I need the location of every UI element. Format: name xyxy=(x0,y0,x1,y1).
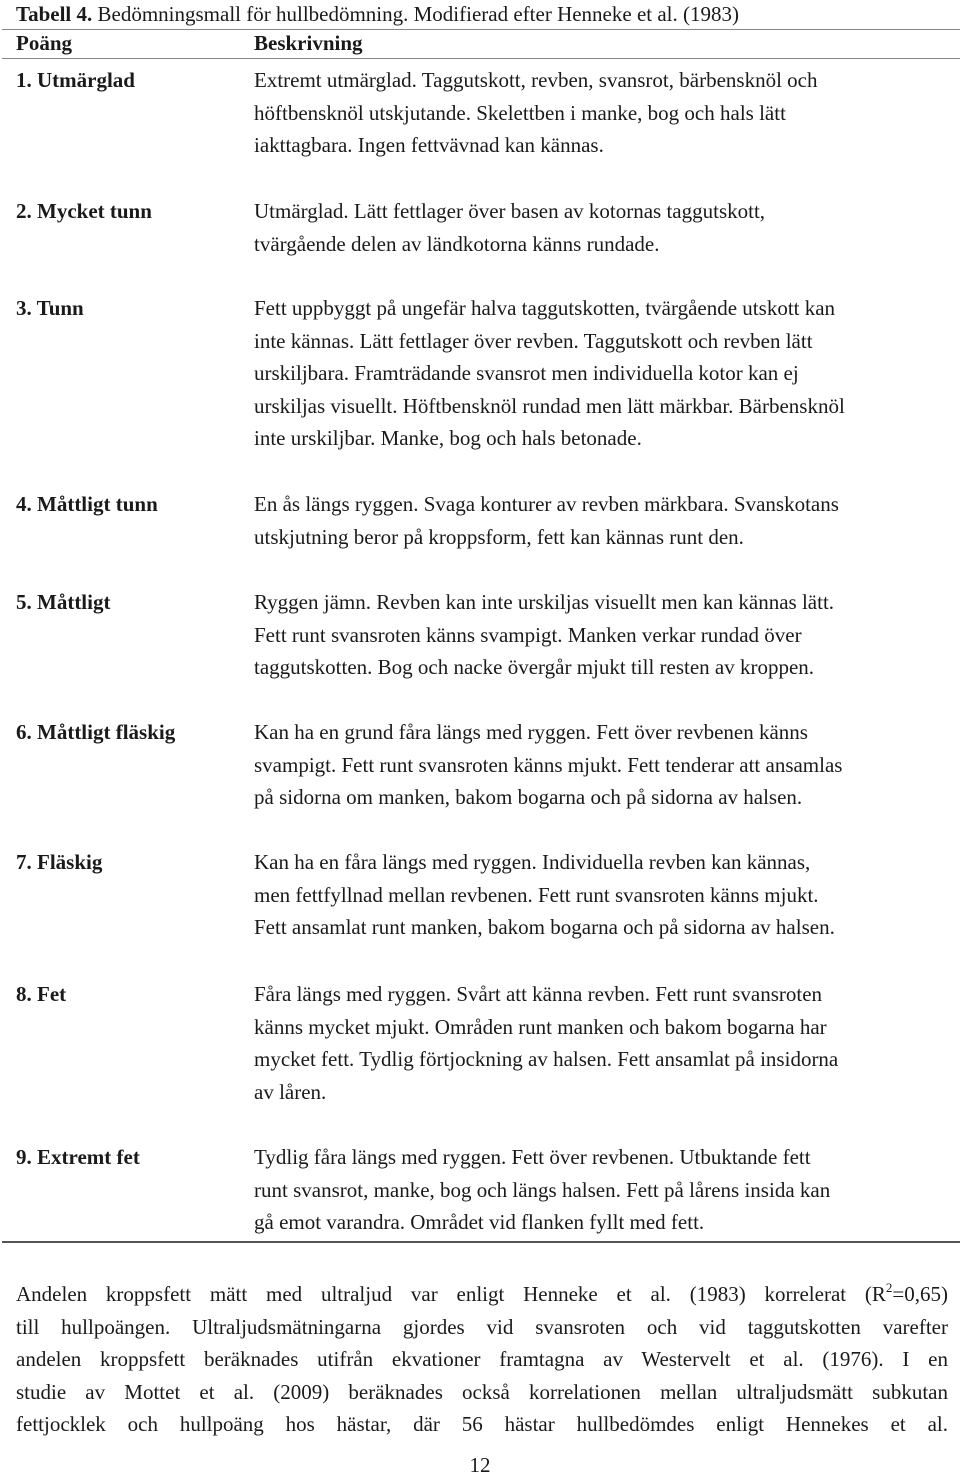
description-line: iakttagbara. Ingen fettvävnad kan kännas. xyxy=(254,133,604,157)
description-line: Fett ansamlat runt manken, bakom bogarna och på sidorna av halsen. xyxy=(254,915,835,939)
description-line: taggutskotten. Bog och nacke övergår mjukt till resten av kroppen. xyxy=(254,655,815,679)
description-line: Kan ha en fåra längs med ryggen. Individuella revben kan kännas, xyxy=(254,850,811,874)
description-line: Extremt utmärglad. Taggutskott, revben, svansrot, bärbensknöl och xyxy=(254,68,818,92)
row-score: 9. Extremt fet xyxy=(16,1145,140,1169)
description-line: inte kännas. Lätt fettlager över revben. Taggutskott och revben lätt xyxy=(254,328,813,353)
description-line: En ås längs ryggen. Svaga konturer av revben märkbara. Svanskotans xyxy=(254,492,839,516)
column-header-description: Beskrivning xyxy=(254,31,363,55)
column-header-score: Poäng xyxy=(16,31,73,55)
row-score: 4. Måttligt tunn xyxy=(16,492,158,516)
row-description xyxy=(254,978,954,1108)
table-bottom-rule xyxy=(2,1241,960,1243)
row-score: 1. Utmärglad xyxy=(16,68,135,92)
description-line: mycket fett. Tydlig förtjockning av halsen. Fett ansamlat på insidorna xyxy=(254,1047,839,1071)
row-description xyxy=(254,195,954,260)
table-caption-label: Tabell 4. xyxy=(16,2,93,26)
description-line: höftbensknöl utskjutande. Skelettben i manke, bog och hals lätt xyxy=(254,100,786,125)
description-line: tvärgående delen av ländkotorna känns rundade. xyxy=(254,231,660,256)
paragraph-line: fettjocklek och hullpoäng hos hästar, där 56 hästar hullbedömdes enligt Hennekes et al. xyxy=(16,1412,948,1436)
description-line: urskiljbara. Framträdande svansrot men individuella kotor kan ej xyxy=(254,361,799,385)
description-line: på sidorna om manken, bakom bogarna och på sidorna av halsen. xyxy=(254,785,803,809)
row-description xyxy=(254,64,954,162)
row-description xyxy=(254,488,954,553)
paragraph-line: andelen kroppsfett beräknades utifrån ekvationer framtagna av Westervelt et al. (1976). I en xyxy=(16,1347,948,1371)
description-line: runt svansrot, manke, bog och längs halsen. Fett på lårens insida kan xyxy=(254,1177,831,1202)
row-score: 2. Mycket tunn xyxy=(16,199,152,223)
table-header-rule xyxy=(2,58,960,59)
description-line: av låren. xyxy=(254,1079,327,1104)
description-line: Fåra längs med ryggen. Svårt att känna revben. Fett runt svansroten xyxy=(254,982,823,1006)
description-line: svampigt. Fett runt svansroten känns mjukt. Fett tenderar att ansamlas xyxy=(254,752,843,777)
row-score: 6. Måttligt fläskig xyxy=(16,720,176,744)
row-description xyxy=(254,716,954,814)
description-line: men fettfyllnad mellan revbenen. Fett runt svansroten känns mjukt. xyxy=(254,882,819,907)
row-description xyxy=(254,1141,954,1239)
description-line: Fett runt svansroten känns svampigt. Manken verkar rundad över xyxy=(254,622,802,647)
description-line: urskiljas visuellt. Höftbensknöl rundad men lätt märkbar. Bärbensknöl xyxy=(254,393,845,418)
page-number: 12 xyxy=(469,1453,491,1477)
paragraph-line: studie av Mottet et al. (2009) beräknades också korrelationen mellan ultraljudsmätt subkutan xyxy=(16,1379,948,1404)
row-score: 3. Tunn xyxy=(16,296,84,320)
table-top-rule xyxy=(2,29,960,30)
row-score: 8. Fet xyxy=(16,982,67,1006)
description-line: Kan ha en grund fåra längs med ryggen. Fett över revbenen känns xyxy=(254,720,808,744)
description-line: utskjutning beror på kroppsform, fett kan kännas runt den. xyxy=(254,524,744,549)
row-description xyxy=(254,586,954,684)
description-line: Tydlig fåra längs med ryggen. Fett över revbenen. Utbuktande fett xyxy=(254,1145,811,1169)
table-caption xyxy=(16,0,946,28)
row-score: 7. Fläskig xyxy=(16,850,103,874)
table-caption-text: Bedömningsmall för hullbedömning. Modifierad efter Henneke et al. (1983) xyxy=(92,2,739,26)
description-line: inte urskiljbar. Manke, bog och hals betonade. xyxy=(254,426,642,450)
superscript: 2 xyxy=(885,1280,893,1295)
row-description xyxy=(254,846,954,944)
body-paragraph xyxy=(16,1272,948,1441)
row-description xyxy=(254,292,954,455)
description-line: Utmärglad. Lätt fettlager över basen av kotornas taggutskott, xyxy=(254,199,766,223)
description-line: Ryggen jämn. Revben kan inte urskiljas visuellt men kan kännas lätt. xyxy=(254,590,835,614)
description-line: gå emot varandra. Området vid flanken fyllt med fett. xyxy=(254,1210,705,1234)
row-score: 5. Måttligt xyxy=(16,590,111,614)
paragraph-line: Andelen kroppsfett mätt med ultraljud var enligt Henneke et al. (1983) korrelerat $(R^2=0,65)$ xyxy=(16,1280,948,1306)
paragraph-line: till hullpoängen. Ultraljudsmätningarna gjordes vid svansroten och vid taggutskotten varefter xyxy=(16,1314,948,1339)
description-line: Fett uppbyggt på ungefär halva taggutskotten, tvärgående utskott kan xyxy=(254,296,836,320)
description-line: känns mycket mjukt. Områden runt manken och bakom bogarna har xyxy=(254,1014,827,1039)
